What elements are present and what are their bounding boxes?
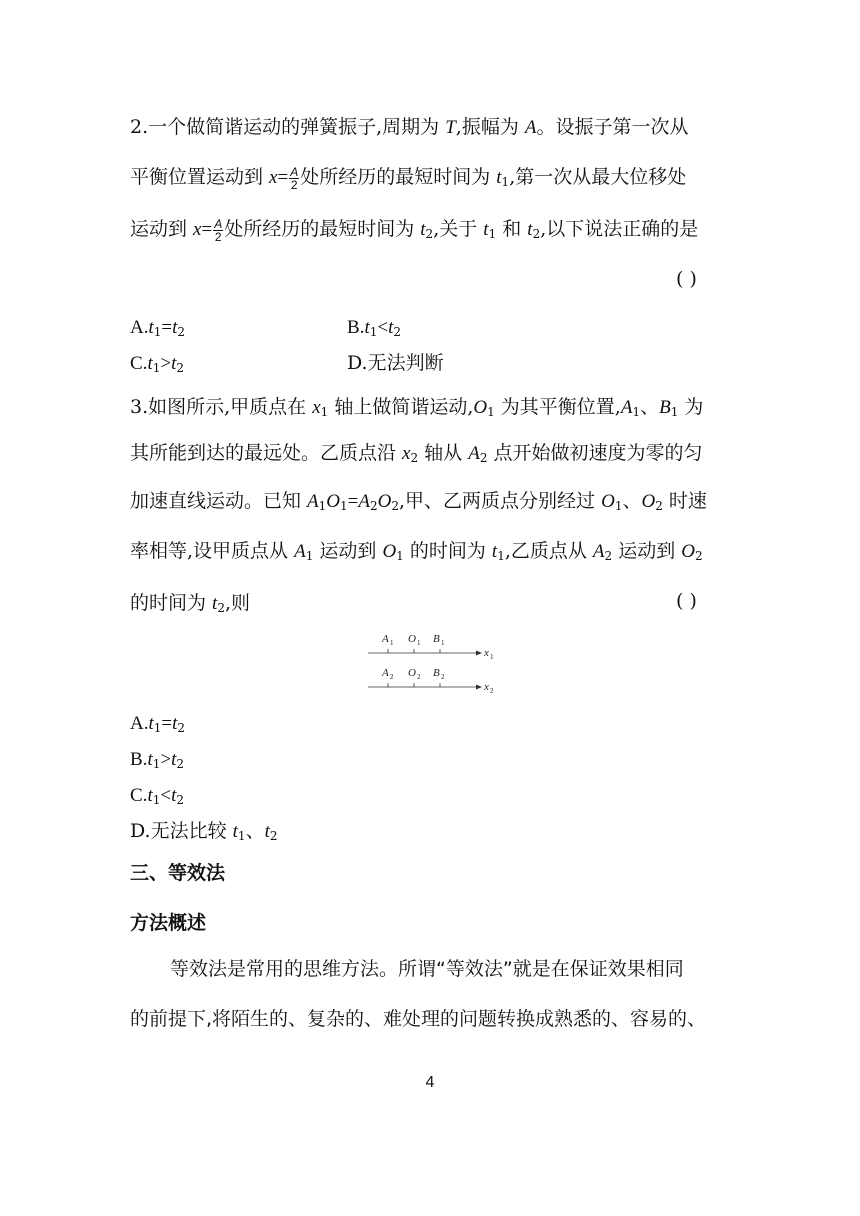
svg-text:2: 2: [441, 673, 445, 681]
q3-option-c: $C.t_1<t_2$: [130, 785, 184, 807]
q3-line-1: 3.如图所示,甲质点在 $x_1$ 轴上做简谐运动$,O_1$ 为其平衡位置$,A_1$、$B_1$ 为: [130, 396, 704, 419]
q2-option-b: $B.t_1<t_2$: [347, 317, 401, 339]
q3-answer-bracket: ( ): [676, 590, 697, 612]
section-subheading: 方法概述: [130, 912, 207, 934]
svg-text:1: 1: [441, 639, 445, 647]
axis-diagram: [360, 628, 500, 700]
label-b1: B: [433, 633, 440, 645]
q3-line-5: 的时间为 $t_2$,则: [130, 592, 251, 615]
section-heading: 三、等效法: [130, 862, 226, 884]
label-a1: A: [382, 633, 389, 645]
paragraph-line-1: 等效法是常用的思维方法。所谓“等效法”就是在保证效果相同: [170, 958, 684, 980]
label-x1: x: [484, 647, 489, 659]
arrowhead-icon: [476, 651, 482, 656]
q3-line-4: 率相等,设甲质点从 $A_1$ 运动到 $O_1$ 的时间为 $t_1$,乙质点从 $A_2$ 运动到 $O_2$: [130, 540, 703, 563]
q2-option-d: D.无法判断: [347, 352, 444, 374]
svg-text:2: 2: [417, 673, 421, 681]
q3-option-a: $A.t_1=t_2$: [130, 713, 186, 735]
paragraph-line-2: 的前提下,将陌生的、复杂的、难处理的问题转换成熟悉的、容易的、: [130, 1008, 707, 1030]
fraction-a-over-2: $\frac{A}{2}$: [290, 164, 299, 192]
axis-row-1: [368, 633, 494, 661]
axis-row-2: [368, 667, 494, 695]
q3-option-b: $B.t_1>t_2$: [130, 749, 184, 771]
q3-line-2: 其所能到达的最远处。乙质点沿 $x_2$ 轴从 $A_2$ 点开始做初速度为零的匀: [130, 442, 703, 465]
arrowhead-icon: [476, 685, 482, 690]
label-x2: x: [484, 681, 489, 693]
svg-text:1: 1: [390, 639, 394, 647]
q2-option-c: $C.t_1>t_2$: [130, 353, 184, 375]
q3-line-3: 加速直线运动。已知 $A_1O_1=A_2O_2$,甲、乙两质点分别经过 $O_1$、$O_2$ 时速: [130, 490, 707, 513]
label-o2: O: [408, 667, 416, 679]
label-o1: O: [408, 633, 416, 645]
svg-text:1: 1: [490, 653, 494, 661]
q2-option-a: $A.t_1=t_2$: [130, 317, 186, 339]
svg-text:2: 2: [390, 673, 394, 681]
fraction-a-over-2: $\frac{A}{2}$: [214, 216, 223, 244]
q2-line-2: 平衡位置运动到 x= $\frac{A}{2}$ 处所经历的最短时间为 $t_1$,第一次从最大位移处: [130, 164, 687, 192]
q2-line-1: 2.一个做简谐运动的弹簧振子,周期为 T,振幅为 A。设振子第一次从: [130, 116, 689, 138]
q2-answer-bracket: ( ): [676, 268, 697, 290]
label-b2: B: [433, 667, 440, 679]
svg-text:2: 2: [490, 687, 494, 695]
label-a2: A: [382, 667, 389, 679]
q3-option-d: D.无法比较 $t_1$、$t_2$: [130, 820, 278, 843]
page-number: 4: [425, 1074, 435, 1091]
q2-line-3: 运动到 x= $\frac{A}{2}$ 处所经历的最短时间为 $t_2$,关于 $t_1$ 和 $t_2$,以下说法正确的是: [130, 216, 699, 244]
svg-text:1: 1: [417, 639, 421, 647]
